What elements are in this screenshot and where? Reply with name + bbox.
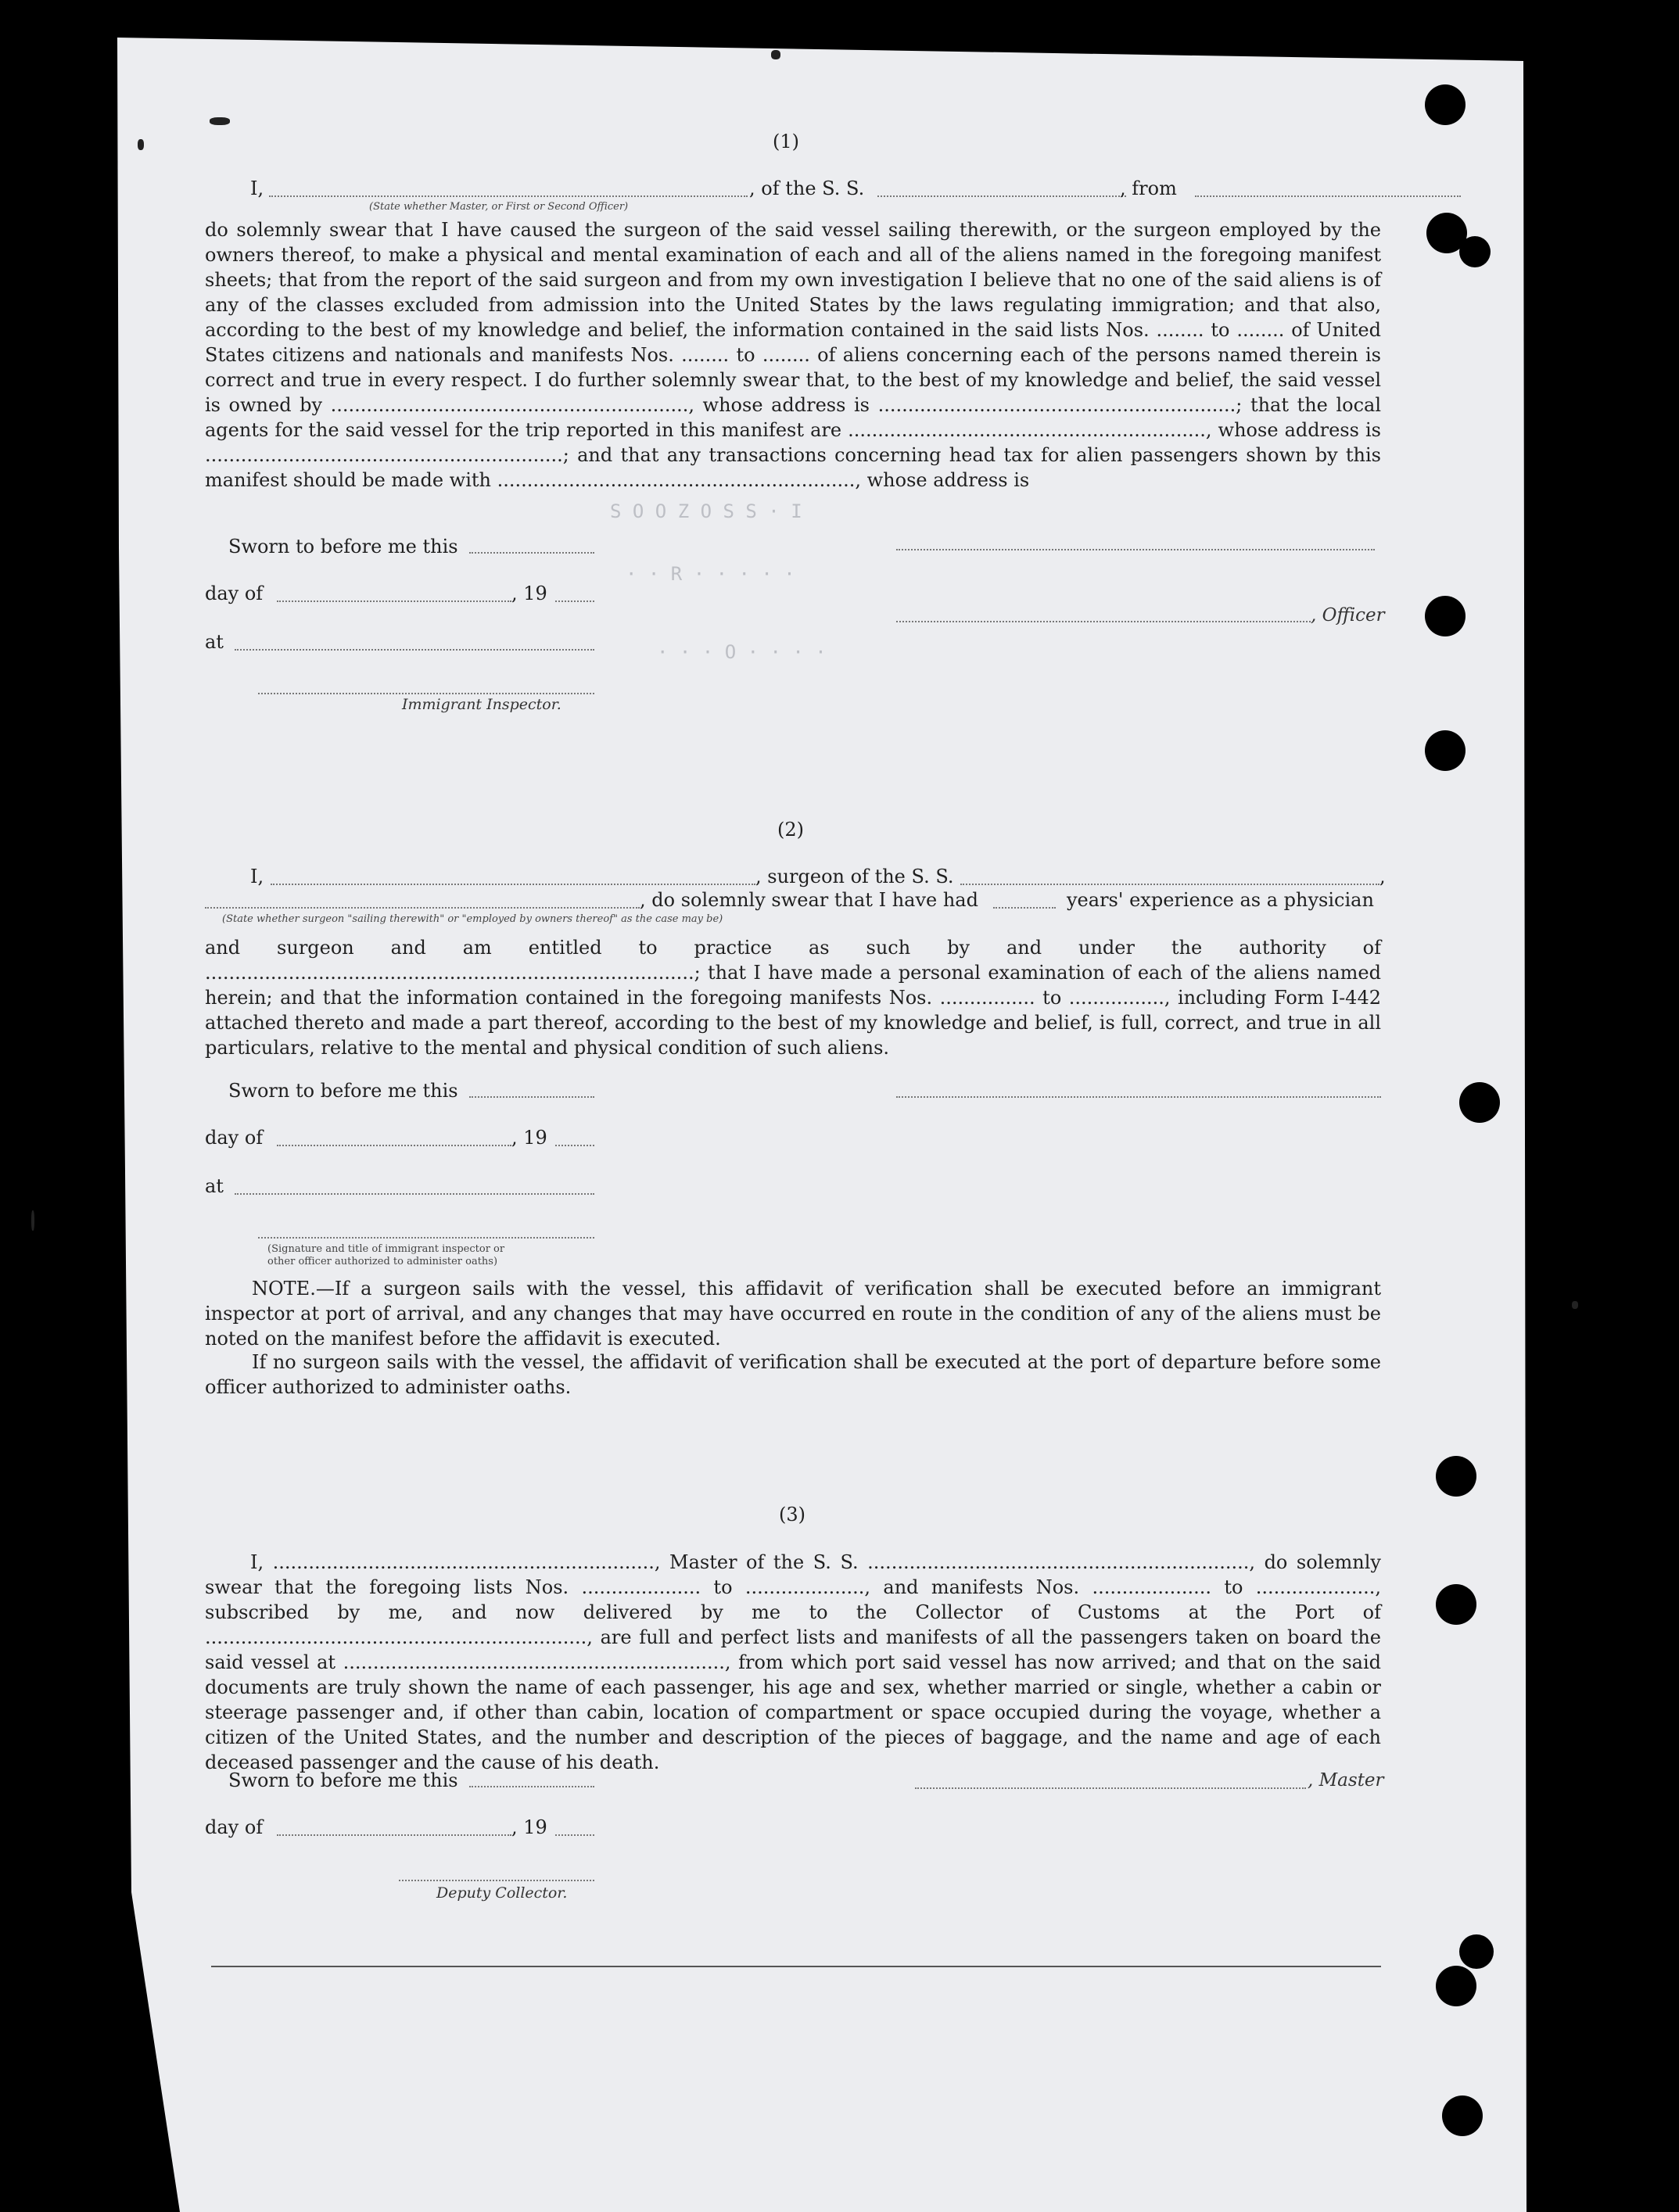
bleed-through-text: S O O Z O S S · I [610, 500, 802, 522]
punch-hole [1436, 1584, 1476, 1625]
s2-name-line [271, 884, 755, 885]
s3-paragraph: I, ................................................................, Master of the S. S. ................................................................, do solemnly swear that the foregoing lists Nos. .................... to ...................., and manifests Nos. .................... to ...................., subscribed by me, and now delivered by me to the Collector of Customs at the Port of ................................................................, are full and perfect lists and manifests of all the passengers taken on board the said vessel at ................................................................, from which port said vessel has now arrived; and that on the said documents are truly shown the name of each passenger, his age and sex, whether married or single, whether a cabin or steerage passenger and, if other than cabin, location of compartment or space occupied during the voyage, whether a citizen of the United States, and the number and description of the pieces of baggage, and the name and age of each deceased passenger and the cause of his death. [205, 1551, 1381, 1773]
ink-speck [138, 139, 144, 150]
punch-hole [1425, 730, 1466, 771]
s1-from: , from [1120, 177, 1177, 199]
s2-sworn: Sworn to before me this [228, 1080, 458, 1102]
s3-sworn: Sworn to before me this [228, 1769, 458, 1791]
s1-master-caption: (State whether Master, or First or Second Officer) [369, 201, 629, 213]
s1-ship-line [877, 195, 1126, 197]
s3-sworn-line [469, 1786, 594, 1787]
punch-hole [1436, 1456, 1476, 1497]
section-3-number: (3) [779, 1504, 805, 1525]
s1-of-ss: , of the S. S. [749, 177, 865, 199]
s2-years-exp: years' experience as a physician [1067, 889, 1374, 911]
s1-day-line [277, 601, 511, 602]
ink-speck [210, 117, 230, 125]
s2-year: , 19 [511, 1127, 547, 1149]
s2-role-line [205, 907, 640, 909]
bleed-through-text: · · · O · · · · [657, 641, 827, 663]
s2-comma: , [1379, 866, 1386, 887]
s2-at-line [235, 1193, 594, 1195]
s1-day-of: day of [205, 583, 264, 604]
punch-hole [1425, 84, 1466, 125]
s1-year-line [555, 601, 594, 602]
punch-hole [1436, 1966, 1476, 2006]
s1-sworn-line [469, 552, 594, 554]
s2-note-1: NOTE.—If a surgeon sails with the vessel, this affidavit of verification shall be executed before an immigrant inspector at port of arrival, and any changes that may have occurred en route in the condition of any of the aliens must be noted on the manifest before the affidavit is executed. [205, 1278, 1381, 1350]
s3-deputy-line [399, 1880, 594, 1881]
s3-year-line [555, 1834, 594, 1836]
s2-ship-line [960, 884, 1379, 885]
s1-inspector: Immigrant Inspector. [402, 696, 561, 713]
section-1-number: (1) [773, 131, 799, 152]
punch-hole [1459, 236, 1491, 267]
s2-sig-line [896, 1096, 1381, 1098]
s2-at: at [205, 1175, 224, 1197]
punch-hole [1425, 596, 1466, 636]
s2-sworn-line [469, 1096, 594, 1098]
s2-years-line [993, 907, 1056, 909]
s1-at: at [205, 631, 224, 653]
s1-inspector-line [258, 693, 594, 694]
bottom-rule [211, 1966, 1381, 1967]
s2-swear-had: , do solemnly swear that I have had [640, 889, 978, 911]
s2-i: I, [250, 866, 264, 887]
ink-speck [1572, 1301, 1578, 1309]
s2-note-2: If no surgeon sails with the vessel, the affidavit of verification shall be executed at the port of departure before some officer authorized to administer oaths. [205, 1351, 1381, 1398]
s3-year: , 19 [511, 1816, 547, 1838]
ink-speck [771, 50, 780, 59]
punch-hole [1459, 1934, 1494, 1969]
section-2-number: (2) [777, 819, 804, 841]
punch-hole [1459, 1082, 1500, 1123]
s2-sig-caption-1: (Signature and title of immigrant inspector or [267, 1243, 505, 1255]
s2-inspector-line [258, 1237, 594, 1239]
s1-paragraph: do solemnly swear that I have caused the surgeon of the said vessel sailing therewith, or the surgeon employed by the owners thereof, to make a physical and mental examination of each and all of the aliens named in the foregoing manifest sheets; that from the report of the said surgeon and from my own investigation I believe that no one of the said aliens is of any of the classes excluded from admission into the United States by the laws regulating immigration; and that also, according to the best of my knowledge and belief, the information contained in the said lists Nos. ........ to ........ of United States citizens and nationals and manifests Nos. ........ to ........ of aliens concerning each of the persons named therein is correct and true in every respect. I do further solemnly swear that, to the best of my knowledge and belief, the said vessel is owned by ............................................................, whose address is ............................................................; that the local agents for the said vessel for the trip reported in this manifest are ............................................................, whose address is ............................................................; and that any transactions concerning head tax for alien passengers shown by this manifest should be made with ............................................................, whose address is [205, 219, 1381, 491]
s2-surgeon-of: , surgeon of the S. S. [755, 866, 954, 887]
s2-day-line [277, 1145, 511, 1146]
s3-master-line [915, 1787, 1306, 1789]
s1-year: , 19 [511, 583, 547, 604]
s1-at-line [235, 649, 594, 651]
s1-from-line [1195, 195, 1461, 197]
s3-master: , Master [1308, 1770, 1384, 1791]
s1-officer: , Officer [1311, 605, 1385, 626]
punch-hole [1442, 2095, 1483, 2136]
ink-speck [31, 1210, 34, 1231]
s2-day-of: day of [205, 1127, 264, 1149]
s2-paragraph: and surgeon and am entitled to practice as such by and under the authority of ..................................................................................; that I have made a personal examination of each of the aliens named herein; and that the information contained in the foregoing manifests Nos. ................ to ................, including Form I-442 attached thereto and made a part thereof, according to the best of my knowledge and belief, is full, correct, and true in all particulars, relative to the mental and physical condition of such aliens. [205, 937, 1381, 1059]
s1-master-line [269, 195, 748, 197]
s3-deputy: Deputy Collector. [436, 1884, 568, 1902]
s2-caption: (State whether surgeon "sailing therewith" or "employed by owners thereof" as the case may be) [222, 913, 723, 925]
s2-sig-caption-2: other officer authorized to administer oaths) [267, 1256, 498, 1267]
s3-day-of: day of [205, 1816, 264, 1838]
s2-year-line [555, 1145, 594, 1146]
s3-day-line [277, 1834, 511, 1836]
s1-sworn: Sworn to before me this [228, 536, 458, 557]
s1-officer-line-2 [896, 621, 1311, 622]
bleed-through-text: · · R · · · · · [626, 563, 795, 585]
s1-i: I, [250, 177, 264, 199]
s1-officer-line-1 [896, 549, 1375, 550]
